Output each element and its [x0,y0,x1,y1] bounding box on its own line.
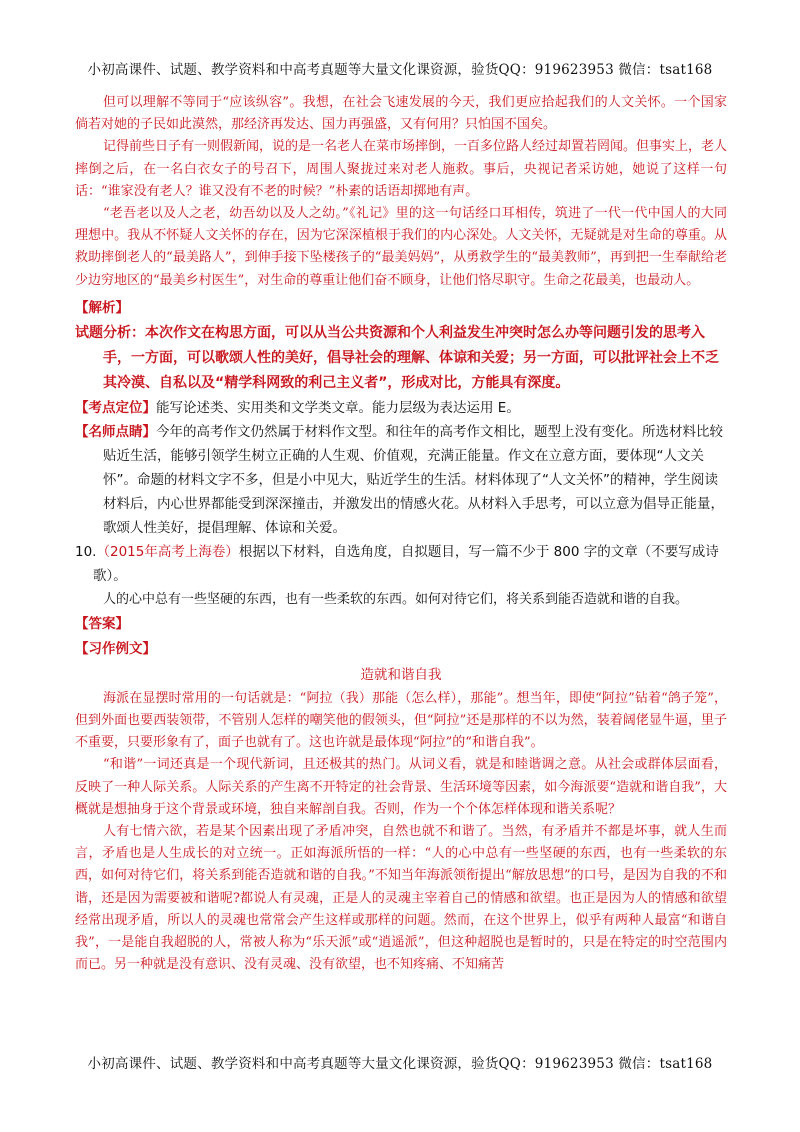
essay-paragraph: 但可以理解不等同于“应该纵容”。我想，在社会飞速发展的今天，我们更应拾起我们的人文关怀。一个国家倘若对她的子民如此漠然，那经济再发达、国力再强盛，又有何用？只怕国不国矣。 [75,95,727,133]
essay-paragraph: 人有七情六欲，若是某个因素出现了矛盾冲突，自然也就不和谐了。当然，有矛盾并不都是坏事，就人生而言，矛盾也是人生成长的对立统一。正如海派所悟的一样：“人的心中总有一些坚硬的东西，也有一些柔软的东西，如何对待它们，将关系到能否造就和谐的自我。”不知当年海派领衔提出“解放思想”的口号，是因为自我的不和谐，还是因为需要被和谐呢?都说人有灵魂，正是人的灵魂主宰着自己的情感和欲望。也正是因为人的情感和欲望经常出现矛盾，所以人的灵魂也常常会产生这样或那样的问题。然而，在这个世界上，似乎有两种人最富“和谐自我”，一是能自我超脱的人，常被人称为“乐天派”或“逍遥派”，但这种超脱也是暂时的，只是在特定的时空范围内而已。另一种就是没有意识、没有灵魂、没有欲望，也不知疼痛、不知痛苦 [75,824,727,973]
question-10 [75,540,727,588]
essay-paragraph: “和谐”一词还真是一个现代新词，且还极其的热门。从词义看，就是和睦谐调之意。从社会或群体层面看，反映了一种人际关系。人际关系的产生离不开特定的社会背景、生活环境等因素，如今海派要“造就和谐自我”，大概就是想抽身于这个背景或环境，独自来解剖自我。否则，作为一个个体怎样体现和谐关系呢？ [75,757,727,817]
analysis-text: 试题分析：本次作文在构思方面，可以从当公共资源和个人利益发生冲突时怎么办等问题引发的思考入手，一方面，可以歌颂人性的美好，倡导社会的理解、体谅和关爱；另一方面，可以批评社会上不乏其冷漠、自私以及“精学科网致的利己主义者”，形成对比，方能具有深度。 [75,324,719,391]
essay-paragraph: 记得前些日子有一则假新闻，说的是一名老人在菜市场摔倒，一百多位路人经过却置若罔闻。但事实上，老人摔倒之后，在一名白衣女子的号召下，周围人聚拢过来对老人施救。事后，央视记者采访她，她说了这样一句话：“谁家没有老人？谁又没有不老的时候？”朴素的话语却掷地有声。 [75,139,728,199]
mingshi-section [75,420,727,540]
essay-paragraph: 海派在显摆时常用的一句话就是：“阿拉（我）那能（怎么样），那能”。想当年，即使“阿拉”钻着“鸽子笼”，但到外面也要西装领带，不管别人怎样的嘲笑他的假领头，但“阿拉”还是那样的不以为然，装着阔佬显牛逼，里子不重要，只要形象有了，面子也就有了。这也许就是最体现“阿拉”的“和谐自我”。 [75,690,727,751]
question-source: （2015年高考上海卷） [96,543,239,560]
essay-paragraph: “老吾老以及人之老，幼吾幼以及人之幼。”《礼记》里的这一句话经口耳相传，筑进了一代一代中国人的大同理想中。我从不怀疑人文关怀的存在，因为它深深植根于我们的内心深处。人文关怀，无疑就是对生命的尊重。从救助摔倒老人的“最美路人”，到伸手接下坠楼孩子的“最美妈妈”，从勇救学生的“最美教师”，再到把一生奉献给老少边穷地区的“最美乡村医生”，对生命的尊重让他们奋不顾身，让他们恪尽职守。生命之花最美，也最动人。 [75,206,727,288]
kaodian-text: 能写论述类、实用类和文学类文章。能力层级为表达运用 E。 [156,399,520,416]
question-material: 人的心中总有一些坚硬的东西，也有一些柔软的东西。如何对待它们，将关系到能否造就和谐的自我。 [103,591,689,607]
mingshi-label: 【名师点睛】 [75,423,156,440]
analysis-label: 【解析】 [75,299,129,316]
question-text: 根据以下材料，自选角度，自拟题目，写一篇不少于 800 字的文章（不要写成诗歌）。 [93,543,719,584]
sample-essay-label: 【习作例文】 [75,640,156,657]
answer-label: 【答案】 [75,615,129,632]
mingshi-text: 今年的高考作文仍然属于材料作文型。和往年的高考作文相比，题型上没有变化。所选材料比较贴近生活，能够引领学生树立正确的人生观、价值观，充满正能量。作文在立意方面，要体现“人文关怀”。命题的材料文字不多，但是小中见大，贴近学生的生活。材料体现了“人文关怀”的精神，学生阅读材料后，内心世界都能受到深深撞击，并激发出的情感火花。从材料入手思考，可以立意为倡导正能量，歌颂人性美好，提倡理解、体谅和关爱。 [103,423,724,536]
page-header: 小初高课件、试题、教学资料和中高考真题等大量文化课资源，验货QQ：919623953 微信：tsat168 [87,62,713,78]
main-content [75,92,727,976]
question-number: 10. [75,543,97,560]
kaodian-section [75,396,727,420]
kaodian-label: 【考点定位】 [75,399,156,416]
page-footer: 小初高课件、试题、教学资料和中高考真题等大量文化课资源，验货QQ：919623953 微信：tsat168 [87,1056,713,1072]
essay-title: 造就和谐自我 [360,666,442,683]
